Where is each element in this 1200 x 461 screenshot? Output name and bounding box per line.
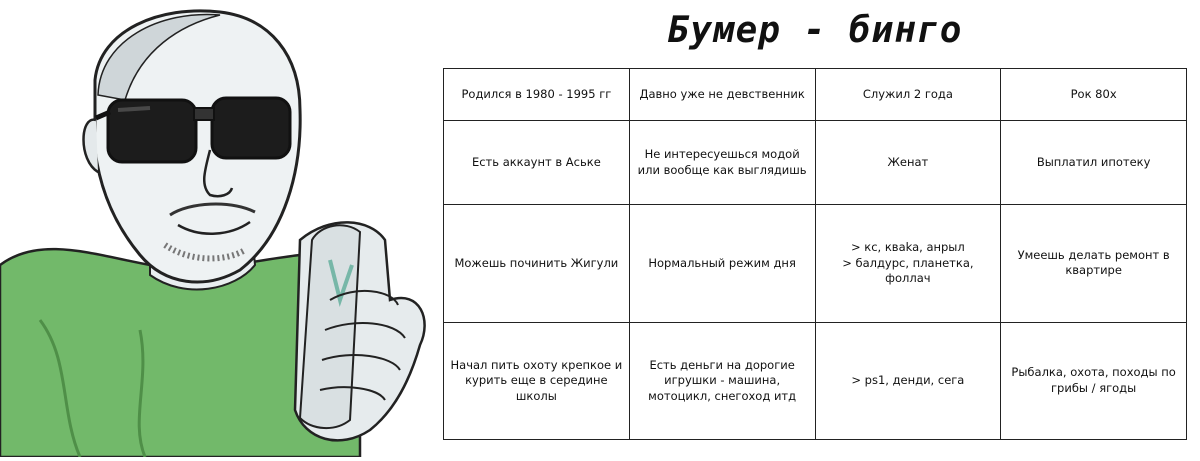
bingo-cell-greentext: > ps1, денди, сега: [815, 322, 1001, 439]
bingo-cell: Служил 2 года: [815, 69, 1001, 121]
bingo-cell: Выплатил ипотеку: [1001, 120, 1187, 205]
bingo-cell: Начал пить охоту крепкое и курить еще в середине школы: [444, 322, 630, 439]
bingo-cell-greentext: > кс, кваka, анрыл > балдурс, планетка, фоллач: [815, 205, 1001, 322]
bingo-cell: Не интересуешься модой или вообще как выглядишь: [629, 120, 815, 205]
bingo-cell: Есть аккаунт в Аськe: [444, 120, 630, 205]
bingo-row: [444, 120, 1187, 205]
bingo-cell: Родился в 1980 - 1995 гг: [444, 69, 630, 121]
bingo-cell: Рыбалка, охота, походы по грибы / ягоды: [1001, 322, 1187, 439]
boomer-illustration: [0, 0, 440, 457]
bingo-row: [444, 205, 1187, 322]
bingo-cell: Женат: [815, 120, 1001, 205]
bingo-cell: Умеешь делать ремонт в квартире: [1001, 205, 1187, 322]
bingo-row: [444, 322, 1187, 439]
boomer-character-drawing: [0, 0, 440, 457]
bingo-row: [444, 69, 1187, 121]
bingo-grid: [443, 68, 1187, 440]
bingo-cell: Нормальный режим дня: [629, 205, 815, 322]
page-title: Бумер - бинго: [667, 10, 963, 51]
bingo-cell: Рок 80х: [1001, 69, 1187, 121]
bingo-cell: Есть деньги на дорогие игрушки - машина, мотоцикл, снегоход итд: [629, 322, 815, 439]
bingo-cell: Можешь починить Жигули: [444, 205, 630, 322]
bingo-cell: Давно уже не девственник: [629, 69, 815, 121]
